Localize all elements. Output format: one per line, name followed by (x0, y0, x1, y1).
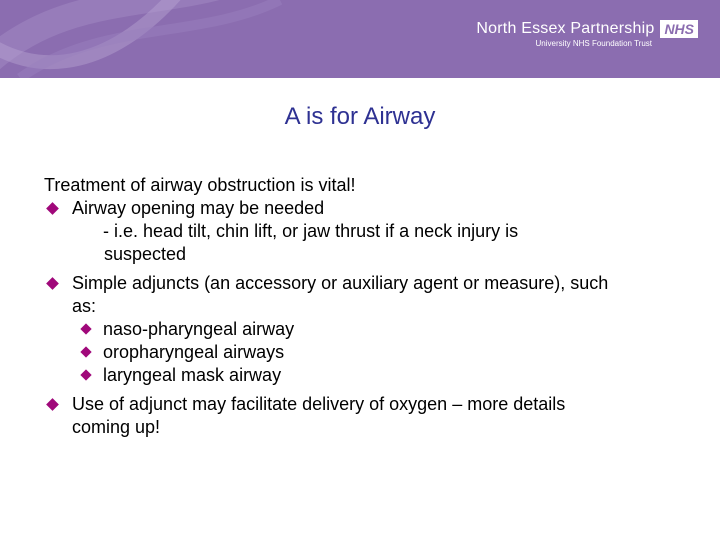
sub-bullet-text: naso-pharyngeal airway (103, 319, 295, 339)
intro-text: Treatment of airway obstruction is vital! (44, 175, 356, 195)
slide-body (44, 174, 684, 439)
org-subtitle: University NHS Foundation Trust (535, 39, 652, 48)
bullet-text-continued: as: (72, 296, 97, 316)
bullet-text: Use of adjunct may facilitate delivery of oxygen – more details (72, 394, 566, 414)
slide-title: A is for Airway (284, 103, 436, 130)
org-name: North Essex Partnership (476, 20, 655, 37)
nhs-badge: NHS (660, 20, 698, 38)
bullet-detail: - i.e. head tilt, chin lift, or jaw thrust if a neck injury is (103, 221, 519, 241)
sub-bullet-item (44, 318, 684, 341)
diamond-bullet-icon (80, 346, 91, 357)
sub-bullet-text: oropharyngeal airways (103, 342, 285, 362)
bullet-item (44, 393, 684, 416)
diamond-bullet-icon (46, 202, 59, 215)
slide-header (0, 0, 720, 78)
bullet-item (44, 272, 684, 295)
bullet-text: Airway opening may be needed (72, 198, 325, 218)
sub-bullet-item (44, 341, 684, 364)
decorative-swirl-graphic (0, 0, 300, 78)
diamond-bullet-icon (46, 277, 59, 290)
bullet-text-continued: coming up! (72, 417, 161, 437)
diamond-bullet-icon (46, 398, 59, 411)
bullet-item (44, 197, 684, 220)
sub-bullet-item (44, 364, 684, 387)
diamond-bullet-icon (80, 369, 91, 380)
diamond-bullet-icon (80, 323, 91, 334)
bullet-text: Simple adjuncts (an accessory or auxiliary agent or measure), such (72, 273, 609, 293)
sub-bullet-text: laryngeal mask airway (103, 365, 282, 385)
org-logo (476, 20, 698, 48)
bullet-detail-continued: suspected (104, 244, 187, 264)
